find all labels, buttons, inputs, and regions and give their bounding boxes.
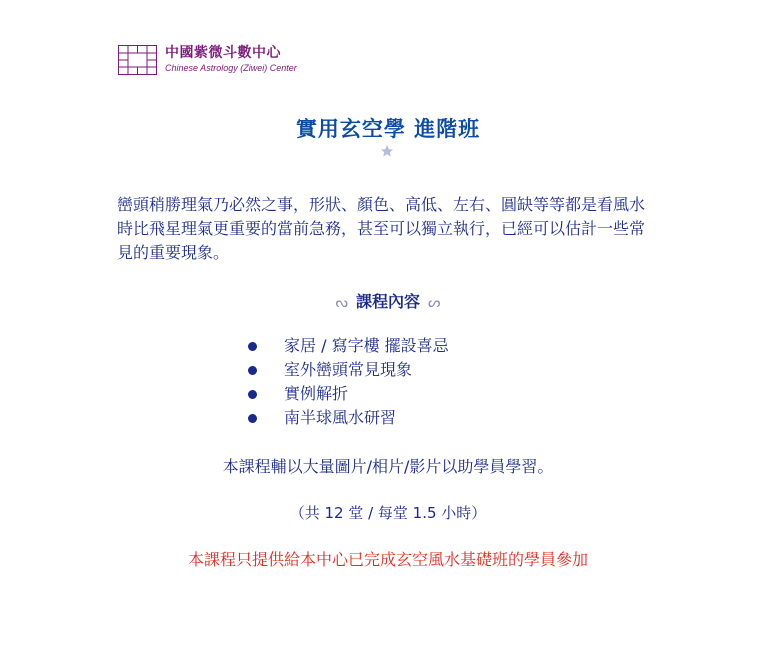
list-item [248, 334, 449, 358]
enrollment-requirement: 本課程只提供給本中心已完成玄空風水基礎班的學員參加 [187, 550, 588, 569]
bullet-icon [248, 414, 257, 423]
course-duration: （共 12 堂 / 每堂 1.5 小時） [289, 504, 487, 522]
page-title: 實用玄空學 進階班 [295, 116, 481, 141]
materials-note: 本課程輔以大量圖片/相片/影片以助學員學習。 [222, 457, 554, 476]
course-list [248, 334, 449, 430]
logo-grid-icon [118, 45, 157, 75]
bullet-icon [248, 342, 257, 351]
course-item-text: 南半球風水研習 [284, 408, 397, 427]
flourish-left-icon: ᔓ [335, 295, 348, 311]
course-content-heading-text: 課程內容 [355, 292, 420, 311]
logo-name-cn: 中國紫微斗數中心 [165, 45, 281, 61]
list-item [248, 406, 449, 430]
course-content-heading [0, 289, 776, 312]
course-item-text: 室外巒頭常見現象 [284, 360, 413, 379]
flourish-right-icon: ᔕ [428, 295, 441, 311]
intro-paragraph: 巒頭稍勝理氣乃必然之事，形狀、顏色、高低、左右、圓缺等等都是看風水時比飛星理氣更重要的當前急務，甚至可以獨立執行，已經可以估計一些常見的重要現象。 [117, 195, 646, 262]
logo-name-en: Chinese Astrology (Ziwei) Center [165, 63, 297, 73]
bullet-icon [248, 390, 257, 399]
list-item [248, 382, 449, 406]
course-item-text: 實例解折 [284, 384, 349, 403]
title-divider [178, 144, 596, 158]
list-item [248, 358, 449, 382]
course-item-text: 家居 / 寫字樓 擺設喜忌 [284, 336, 449, 355]
center-logo [118, 45, 297, 75]
bullet-icon [248, 366, 257, 375]
star-icon [381, 145, 393, 157]
logo-text [165, 45, 297, 74]
